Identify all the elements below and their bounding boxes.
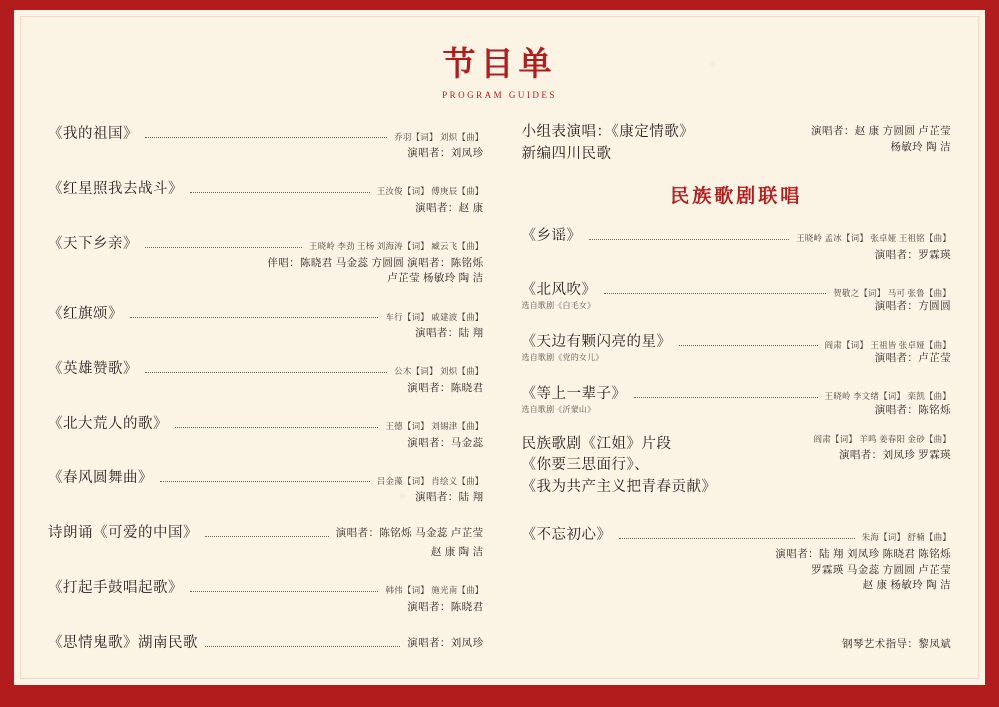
- performer-sub: 赵 康 杨敏玲 陶 洁: [862, 580, 951, 592]
- program-item: [522, 330, 952, 367]
- song-title: 诗朗诵《可爱的中国》: [48, 525, 198, 541]
- song-title-line: 民族歌剧《江姐》片段: [521, 435, 672, 452]
- program-item: [48, 576, 484, 616]
- leader-dots: [160, 480, 370, 482]
- medley-section-title: 民族歌剧联唱: [670, 184, 803, 207]
- leader-dots: [619, 537, 855, 539]
- performer-sub: 演唱者：赵 康 方圆圆 卢芷莹: [811, 126, 951, 137]
- song-title: 《北大荒人的歌》: [48, 415, 168, 432]
- song-title: [522, 122, 695, 166]
- performer-line: 演唱者：陈铭烁: [874, 404, 951, 416]
- song-title: 《北风吹》: [521, 282, 597, 299]
- performer-line: 演唱者：陈晓君: [407, 382, 484, 394]
- song-title-line: 《你要三思面行》、: [521, 457, 650, 474]
- program-item: [48, 232, 484, 288]
- leader-dots: [175, 426, 378, 428]
- song-credits: 王晓岭 李劲 王杨 刘海涛【词】 臧云飞【曲】: [308, 241, 484, 252]
- program-item: [522, 224, 952, 264]
- song-title-line: 《我为共产主义把青春贡献》: [521, 479, 717, 495]
- performer-line: 演唱者：刘凤珍 罗霖瑛: [838, 449, 951, 461]
- program-item: [48, 521, 484, 561]
- title-block: [14, 38, 985, 100]
- performer-line: 演唱者：赵 康: [415, 202, 484, 214]
- credits-block: [814, 434, 951, 464]
- leader-dots: [205, 535, 329, 537]
- song-source-note: 选自歌剧《沂蒙山》: [521, 404, 596, 414]
- song-credits: 韩伟【词】 施光南【曲】: [385, 585, 484, 596]
- page-subtitle: PROGRAM GUIDES: [442, 90, 557, 100]
- performer-line: 演唱者：罗霖瑛: [874, 249, 951, 261]
- song-title: 《英雄赞歌》: [48, 360, 138, 377]
- program-item: [48, 631, 484, 652]
- performer-line: [522, 547, 952, 594]
- song-title: 《天下乡亲》: [48, 235, 138, 252]
- song-credits: 车行【词】 戚建波【曲】: [385, 311, 484, 322]
- program-item: [48, 302, 484, 342]
- song-credits: 王晓岭 李文绪【词】 栾凯【曲】: [824, 391, 951, 402]
- leader-dots: [130, 316, 378, 318]
- leader-dots: [145, 246, 302, 248]
- song-title: 《天边有颗闪亮的星》: [521, 334, 672, 350]
- song-credits: 公木【词】 刘炽【曲】: [394, 366, 484, 377]
- performer-sub: 罗霖瑛 马金蕊 方圆圆 卢芷莹: [811, 564, 951, 576]
- poster-inner: [14, 10, 985, 685]
- song-title: 《乡谣》: [521, 227, 582, 244]
- program-item: [522, 523, 952, 594]
- program-item: [48, 177, 484, 217]
- song-credits: 王德【词】 刘锡津【曲】: [385, 421, 484, 432]
- piano-coach-note: 钢琴艺术指导：黎凤斌: [842, 639, 951, 650]
- performer-line: 演唱者：陈晓君: [407, 601, 484, 613]
- performer-sub: 杨敏玲 陶 洁: [890, 141, 951, 153]
- performer-sub: 演唱者：陆 翔 刘凤珍 陈晓君 陈铭烁: [775, 548, 951, 560]
- song-title: 《不忘初心》: [521, 526, 612, 543]
- program-item: [522, 434, 952, 499]
- song-title-line: 小组表演唱：《康定情歌》: [521, 124, 695, 140]
- leader-dots: [634, 396, 818, 398]
- program-item: [48, 412, 484, 452]
- performer-line: [48, 256, 484, 288]
- program-item: [48, 466, 484, 506]
- performer-line: 演唱者：方圆圆: [874, 301, 951, 313]
- program-item: [48, 357, 484, 397]
- left-column: [48, 122, 500, 667]
- performer-line: 赵 康 陶 洁: [430, 547, 484, 558]
- performer-line: 演唱者：刘凤珍: [407, 148, 484, 159]
- leader-dots: [145, 136, 387, 138]
- performer-line: 演唱者：卢芷莹: [874, 353, 951, 364]
- song-credits: 朱海【词】 舒楠【曲】: [861, 532, 951, 543]
- song-title: 《红旗颂》: [48, 306, 123, 322]
- song-credits: 阎肃【词】 羊鸣 姜春阳 金砂【曲】: [813, 433, 951, 444]
- page-title: 节目单: [442, 44, 557, 83]
- performer-line: 演唱者：马金蕊: [407, 437, 484, 449]
- leader-dots: [205, 645, 400, 647]
- leader-dots: [604, 292, 827, 294]
- song-credits: 阎肃【词】 王祖皆 张卓娅【曲】: [824, 339, 951, 350]
- song-title: 《思情鬼歌》湖南民歌: [48, 634, 198, 651]
- song-source-note: 选自歌剧《白毛女》: [521, 301, 596, 311]
- performer-sub: 伴唱：陈晓君 马金蕊 方圆圆 演唱者：陈铭烁: [267, 257, 484, 269]
- performer-line: 演唱者：陆 翔: [415, 328, 484, 339]
- leader-dots: [190, 191, 370, 193]
- performer-line: 演唱者：陆 翔: [415, 492, 484, 504]
- right-column: [500, 122, 952, 667]
- song-title: 《我的祖国》: [48, 126, 138, 142]
- program-item: [48, 122, 484, 162]
- song-title: [522, 434, 717, 499]
- song-title: 《红星照我去战斗》: [48, 180, 183, 197]
- song-title-line: 新编四川民歌: [521, 145, 612, 162]
- performer-sub: 卢芷莹 杨敏玲 陶 洁: [387, 273, 484, 285]
- performer-line: 演唱者：陈铭烁 马金蕊 卢芷莹: [335, 528, 484, 540]
- performer-line: 演唱者：刘凤珍: [407, 637, 484, 649]
- song-credits: 贺敬之【词】 马可 张鲁【曲】: [833, 287, 951, 298]
- program-item: [522, 278, 952, 315]
- song-credits: 王晓岭 孟冰【词】 张卓娅 王祖铭【曲】: [796, 233, 951, 244]
- song-credits: 王汝俊【词】 傅庚辰【曲】: [376, 186, 484, 197]
- song-credits: 乔羽【词】 刘炽【曲】: [394, 131, 484, 142]
- leader-dots: [190, 590, 378, 592]
- program-columns: [14, 122, 985, 667]
- leader-dots: [589, 238, 790, 240]
- program-item: [522, 382, 952, 419]
- song-title: 《等上一辈子》: [521, 385, 627, 402]
- leader-dots: [145, 371, 387, 373]
- song-title: 《春风圆舞曲》: [48, 470, 153, 487]
- program-item: [522, 122, 952, 166]
- performer-line: [811, 124, 951, 156]
- song-credits: 吕金藻【词】 肖绘义【曲】: [376, 475, 484, 486]
- leader-dots: [679, 344, 818, 346]
- song-source-note: 选自歌剧《党的女儿》: [521, 353, 604, 362]
- song-title: 《打起手鼓唱起歌》: [48, 579, 183, 596]
